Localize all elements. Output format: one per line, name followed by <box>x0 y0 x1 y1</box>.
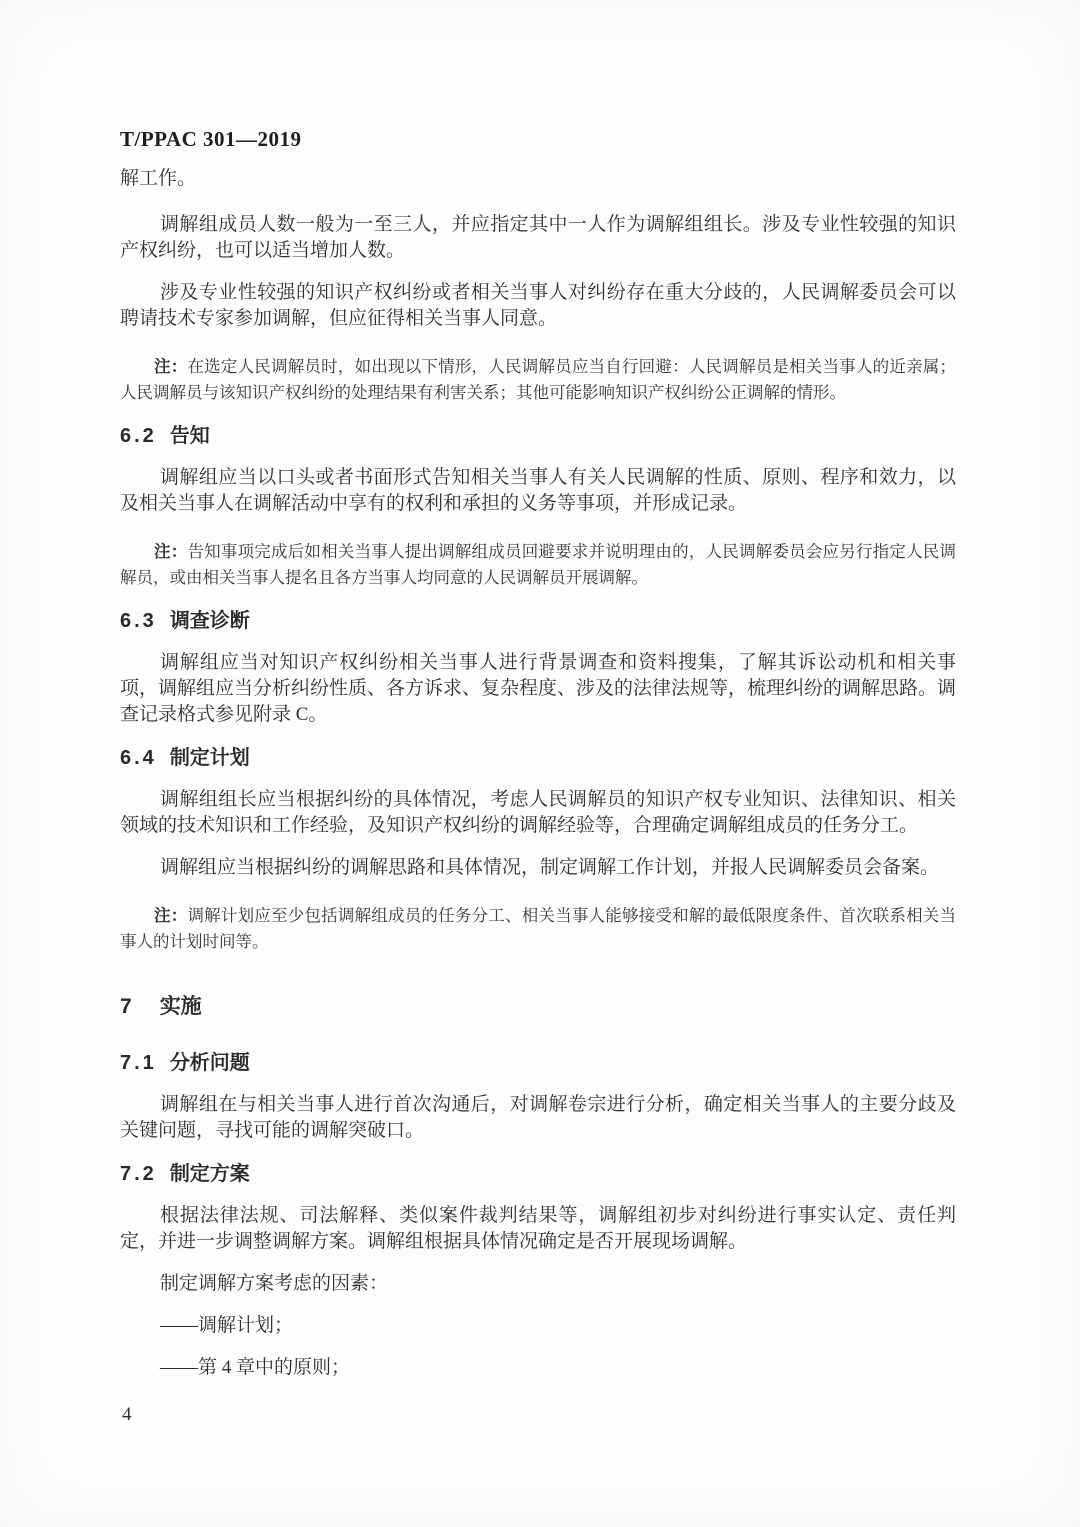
note-label: 注： <box>154 543 188 561</box>
section-heading-7-2 <box>120 1161 956 1187</box>
list-item-chapter4-principles: ——第 4 章中的原则； <box>160 1357 351 1378</box>
section-number: 6.4 <box>120 747 157 769</box>
paragraph-group-leader: 调解组组长应当根据纠纷的具体情况，考虑人民调解员的知识产权专业知识、法律知识、相关领域的技术知识和工作经验，及知识产权纠纷的调解经验等，合理确定调解组成员的任务分工。 <box>120 789 956 836</box>
section-heading-6-4 <box>120 745 956 771</box>
section-title: 制定计划 <box>169 747 250 769</box>
note-label: 注： <box>154 907 188 925</box>
paragraph-carryover: 解工作。 <box>120 168 197 189</box>
list-item-mediation-plan: ——调解计划； <box>160 1315 294 1336</box>
note-text: 告知事项完成后如相关当事人提出调解组成员回避要求并说明理由的，人民调解委员会应另行指定人民调解员，或由相关当事人提名且各方当事人均同意的人民调解员开展调解。 <box>120 542 957 587</box>
section-title: 分析问题 <box>169 1052 250 1074</box>
section-heading-6-2 <box>120 423 956 449</box>
standard-code-header: T/PPAC 301—2019 <box>120 127 302 151</box>
chapter-heading-7 <box>120 993 956 1020</box>
section-number: 7.1 <box>120 1052 157 1074</box>
paragraph-inform: 调解组应当以口头或者书面形式告知相关当事人有关人民调解的性质、原则、程序和效力，以及相关当事人在调解活动中享有的权利和承担的义务等事项，并形成记录。 <box>120 467 956 514</box>
paragraph-investigate: 调解组应当对知识产权纠纷相关当事人进行背景调查和资料搜集，了解其诉讼动机和相关事项，调解组应当分析纠纷性质、各方诉求、复杂程度、涉及的法律法规等，梳理纠纷的调解思路。调查记录格式参见附录 C。 <box>120 652 957 725</box>
section-title: 告知 <box>169 425 210 447</box>
chapter-title: 实施 <box>159 995 202 1018</box>
paragraph-mediation-group-members: 调解组成员人数一般为一至三人，并应指定其中一人作为调解组组长。涉及专业性较强的知识产权纠纷，也可以适当增加人数。 <box>120 214 956 261</box>
section-heading-6-3 <box>120 608 956 634</box>
note-text: 在选定人民调解员时，如出现以下情形，人民调解员应当自行回避：人民调解员是相关当事人的近亲属；人民调解员与该知识产权纠纷的处理结果有利害关系；其他可能影响知识产权纠纷公正调解的情形。 <box>120 357 957 402</box>
paragraph-scheme: 根据法律法规、司法解释、类似案件裁判结果等，调解组初步对纠纷进行事实认定、责任判定，并进一步调整调解方案。调解组根据具体情况确定是否开展现场调解。 <box>120 1205 956 1252</box>
section-number: 6.2 <box>120 425 157 447</box>
section-number: 7.2 <box>120 1163 157 1185</box>
section-heading-7-1 <box>120 1050 956 1076</box>
paragraph-factors-intro: 制定调解方案考虑的因素： <box>160 1273 389 1294</box>
note-plan <box>120 903 956 955</box>
paragraph-analyze: 调解组在与相关当事人进行首次沟通后，对调解卷宗进行分析，确定相关当事人的主要分歧及关键问题，寻找可能的调解突破口。 <box>120 1094 956 1141</box>
page-number: 4 <box>122 1404 132 1425</box>
note-inform <box>120 539 956 591</box>
section-number: 6.3 <box>120 610 157 632</box>
section-title: 调查诊断 <box>169 610 250 632</box>
note-label: 注： <box>154 358 188 376</box>
note-recusal <box>120 354 956 406</box>
chapter-number: 7 <box>120 995 132 1018</box>
paragraph-work-plan: 调解组应当根据纠纷的调解思路和具体情况，制定调解工作计划，并报人民调解委员会备案。 <box>160 857 940 878</box>
paragraph-technical-experts: 涉及专业性较强的知识产权纠纷或者相关当事人对纠纷存在重大分歧的，人民调解委员会可以聘请技术专家参加调解，但应征得相关当事人同意。 <box>120 282 956 329</box>
section-title: 制定方案 <box>169 1163 250 1185</box>
note-text: 调解计划应至少包括调解组成员的任务分工、相关当事人能够接受和解的最低限度条件、首次联系相关当事人的计划时间等。 <box>120 906 957 951</box>
